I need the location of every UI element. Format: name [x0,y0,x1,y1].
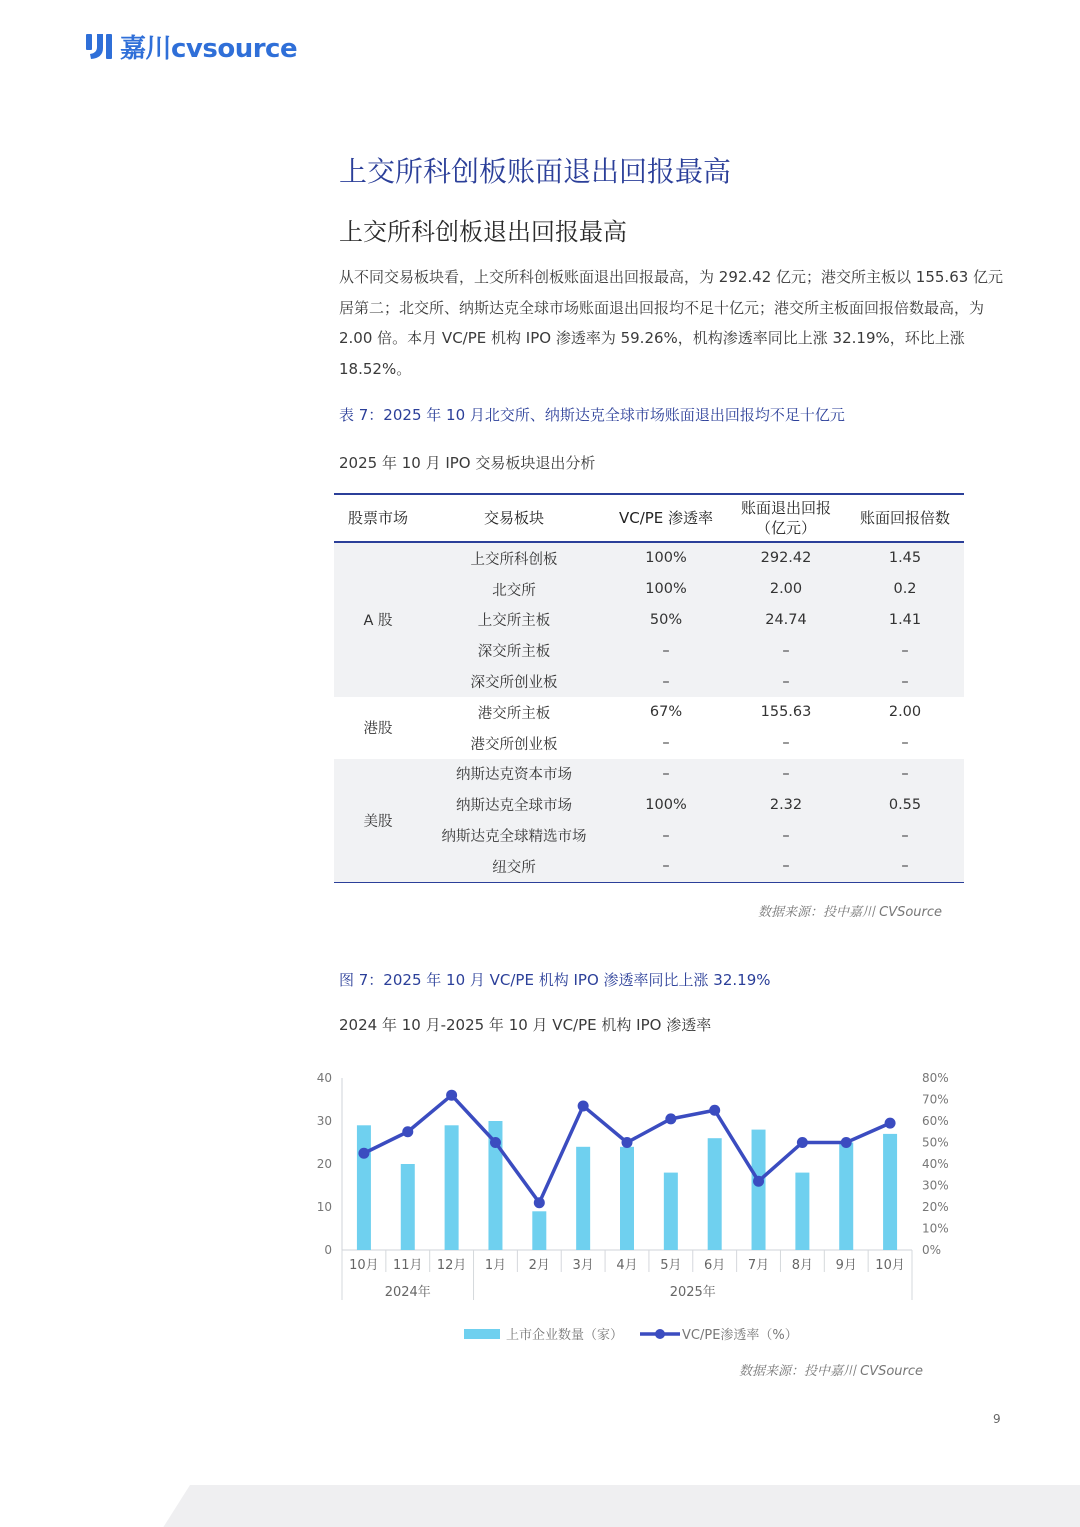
y-tick-label-left: 40 [316,1071,332,1085]
body-paragraph: 从不同交易板块看，上交所科创板账面退出回报最高，为 292.42 亿元；港交所主板以 155.63 亿元居第二；北交所、纳斯达克全球市场账面退出回报均不足十亿元；港交所主板面回报倍数最高，为 2.00 倍。本月 VC/PE 机构 IPO 渗透率为 59.26%，机构渗透率同比上涨 32.19%，环比上涨 18.52%。 [339,268,1004,378]
rate-cell: 50% [606,605,726,636]
multiple-cell: 0.55 [846,789,964,820]
bar [883,1134,897,1250]
line-point [534,1197,545,1208]
bar [839,1143,853,1251]
board-cell: 上交所科创板 [422,542,606,574]
multiple-cell: – [846,820,964,851]
return-cell: 155.63 [726,697,846,728]
ipo-penetration-chart [300,1060,980,1360]
return-cell: 2.00 [726,574,846,605]
return-cell: – [726,728,846,759]
col-header-rate: VC/PE 渗透率 [606,494,726,542]
bar [620,1147,634,1250]
bar [708,1138,722,1250]
y-tick-label-right: 20% [922,1200,949,1214]
table-row [334,605,964,636]
line-point [490,1137,501,1148]
x-tick-label: 8月 [791,1258,814,1273]
board-cell: 纳斯达克资本市场 [422,759,606,790]
col-header-return: 账面退出回报（亿元） [726,494,846,542]
legend-bar-swatch [464,1329,500,1339]
x-tick-label: 11月 [392,1258,423,1273]
x-tick-label: 4月 [616,1258,638,1273]
x-tick-label: 6月 [704,1258,726,1273]
brand-logo [84,28,297,64]
market-cell: 美股 [334,759,422,883]
y-tick-label-left: 20 [316,1157,332,1171]
multiple-cell: 0.2 [846,574,964,605]
legend-line-label: VC/PE渗透率（%） [682,1328,798,1343]
board-cell: 港交所主板 [422,697,606,728]
board-cell: 深交所主板 [422,635,606,666]
line-point [665,1113,676,1124]
col-header-multiple: 账面回报倍数 [846,494,964,542]
line-point [402,1126,413,1137]
x-tick-label: 3月 [572,1258,594,1273]
multiple-cell: – [846,666,964,697]
line-point [446,1090,457,1101]
table-row [334,820,964,851]
rate-cell: – [606,820,726,851]
board-cell: 纽交所 [422,851,606,882]
rate-cell: – [606,851,726,882]
table-row [334,759,964,790]
multiple-cell: – [846,728,964,759]
market-cell: A 股 [334,542,422,697]
market-cell: 港股 [334,697,422,759]
rate-cell: 100% [606,542,726,574]
board-cell: 港交所创业板 [422,728,606,759]
board-cell: 纳斯达克全球精选市场 [422,820,606,851]
y-tick-label-right: 30% [922,1178,949,1193]
bar [664,1173,678,1250]
return-cell: – [726,820,846,851]
y-tick-label-right: 10% [922,1221,949,1236]
multiple-cell: – [846,635,964,666]
y-tick-label-left: 0 [324,1243,332,1257]
bar [445,1125,459,1250]
y-tick-label-right: 40% [922,1157,949,1171]
rate-cell: – [606,728,726,759]
rate-cell: 100% [606,789,726,820]
rate-cell: 67% [606,697,726,728]
multiple-cell: – [846,759,964,790]
x-tick-label: 2月 [528,1258,550,1273]
return-cell: 24.74 [726,605,846,636]
year-label: 2024年 [384,1285,431,1300]
return-cell: – [726,759,846,790]
page-number: 9 [993,1412,1001,1426]
table-row [334,851,964,882]
line-point [709,1105,720,1116]
figure-caption: 图 7：2025 年 10 月 VC/PE 机构 IPO 渗透率同比上涨 32.19% [339,971,771,989]
legend-line-marker [655,1329,665,1339]
rate-cell: 100% [606,574,726,605]
line-point [797,1137,808,1148]
table-row [334,666,964,697]
bar [752,1130,766,1250]
board-cell: 北交所 [422,574,606,605]
page-title: 上交所科创板账面退出回报最高 [339,155,732,188]
x-tick-label: 7月 [747,1258,770,1273]
bar [576,1147,590,1250]
y-tick-label-left: 10 [316,1200,332,1214]
board-cell: 纳斯达克全球市场 [422,789,606,820]
table-row [334,728,964,759]
bar [532,1211,546,1250]
y-tick-label-right: 80% [922,1071,949,1085]
section-subtitle: 上交所科创板退出回报最高 [339,218,627,246]
col-header-board: 交易板块 [422,494,606,542]
multiple-cell: 1.45 [846,542,964,574]
return-cell: 2.32 [726,789,846,820]
bar [357,1125,371,1250]
line-point [622,1137,633,1148]
bar [401,1164,415,1250]
brand-mark-icon [84,31,114,61]
board-cell: 上交所主板 [422,605,606,636]
board-cell: 深交所创业板 [422,666,606,697]
x-tick-label: 1月 [484,1258,507,1273]
return-cell: – [726,635,846,666]
legend-bar-label: 上市企业数量（家） [506,1328,624,1343]
table-row [334,789,964,820]
table-row [334,697,964,728]
bar [795,1173,809,1250]
y-tick-label-left: 30 [316,1114,332,1128]
return-cell: – [726,851,846,882]
x-tick-label: 10月 [349,1258,379,1273]
x-tick-label: 12月 [436,1258,467,1273]
col-header-market: 股票市场 [334,494,422,542]
year-label: 2025年 [669,1285,716,1300]
footer-band [0,1485,1080,1527]
multiple-cell: 1.41 [846,605,964,636]
table-caption: 表 7：2025 年 10 月北交所、纳斯达克全球市场账面退出回报均不足十亿元 [339,406,845,424]
line-point [358,1148,369,1159]
x-tick-label: 5月 [660,1258,682,1273]
figure-source: 数据来源：投中嘉川 CVSource [739,1364,924,1379]
table-row [334,635,964,666]
multiple-cell: 2.00 [846,697,964,728]
exit-analysis-table [334,493,964,883]
table-row [334,574,964,605]
y-tick-label-right: 60% [922,1114,949,1128]
return-cell: 292.42 [726,542,846,574]
figure-title: 2024 年 10 月-2025 年 10 月 VC/PE 机构 IPO 渗透率 [339,1016,712,1034]
line-point [841,1137,852,1148]
return-cell: – [726,666,846,697]
x-tick-label: 9月 [835,1258,857,1273]
table-row [334,542,964,574]
y-tick-label-right: 70% [922,1092,949,1107]
line-point [753,1176,764,1187]
y-tick-label-right: 50% [922,1135,949,1150]
rate-cell: – [606,759,726,790]
table-source: 数据来源：投中嘉川 CVSource [758,905,943,920]
rate-cell: – [606,635,726,666]
table-title: 2025 年 10 月 IPO 交易板块退出分析 [339,454,596,472]
x-tick-label: 10月 [875,1258,905,1273]
line-point [885,1118,896,1129]
y-tick-label-right: 0% [922,1243,942,1257]
rate-cell: – [606,666,726,697]
brand-name: 嘉川cvsource [120,33,298,64]
line-point [578,1100,589,1111]
multiple-cell: – [846,851,964,882]
